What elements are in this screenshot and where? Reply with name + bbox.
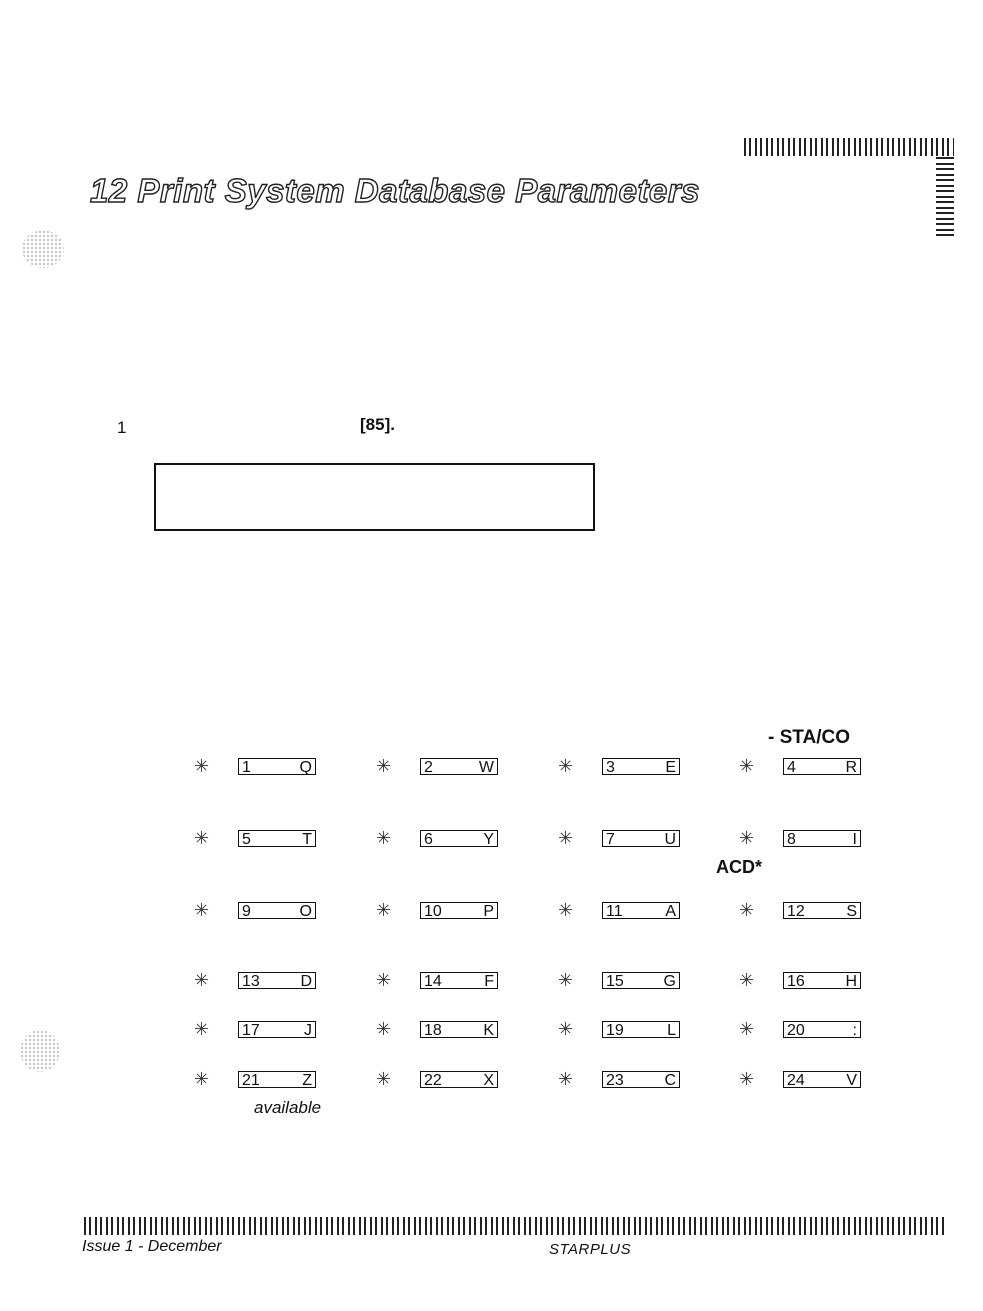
key-16[interactable] <box>783 972 861 989</box>
acd-label: ACD* <box>716 857 763 877</box>
key-number: 14 <box>424 973 442 990</box>
asterisk-icon: ✳ <box>739 900 755 920</box>
key-number: 13 <box>242 973 260 990</box>
step-number: 1 <box>117 418 127 437</box>
key-letter: L <box>667 1022 676 1039</box>
key-8[interactable] <box>783 830 861 847</box>
page-title: 12 Print System Database Parameters <box>90 172 700 209</box>
asterisk-icon: ✳ <box>558 900 574 920</box>
right-border-ornament <box>936 156 954 236</box>
key-17[interactable] <box>238 1021 316 1038</box>
key-10[interactable] <box>420 902 498 919</box>
key-23[interactable] <box>602 1071 680 1088</box>
asterisk-icon: ✳ <box>376 1019 392 1039</box>
key-letter: W <box>478 759 494 776</box>
key-number: 19 <box>606 1022 624 1039</box>
asterisk-icon: ✳ <box>194 970 210 990</box>
key-9[interactable] <box>238 902 316 919</box>
key-18[interactable] <box>420 1021 498 1038</box>
footer-issue: Issue 1 - December <box>82 1238 222 1255</box>
key-letter: Z <box>302 1072 312 1089</box>
asterisk-icon: ✳ <box>194 828 210 848</box>
key-3[interactable] <box>602 758 680 775</box>
key-20[interactable] <box>783 1021 861 1038</box>
key-number: 21 <box>242 1072 260 1089</box>
top-border-ornament <box>744 138 954 156</box>
asterisk-icon: ✳ <box>558 970 574 990</box>
key-letter: S <box>846 903 857 920</box>
step-code: [85]. <box>360 415 395 434</box>
key-number: 17 <box>242 1022 260 1039</box>
key-4[interactable] <box>783 758 861 775</box>
asterisk-icon: ✳ <box>376 756 392 776</box>
key-letter: : <box>852 1022 857 1039</box>
key-11[interactable] <box>602 902 680 919</box>
asterisk-icon: ✳ <box>376 970 392 990</box>
asterisk-icon: ✳ <box>558 828 574 848</box>
asterisk-icon: ✳ <box>194 1019 210 1039</box>
key-number: 10 <box>424 903 442 920</box>
key-letter: V <box>846 1072 857 1089</box>
key-21[interactable] <box>238 1071 316 1088</box>
key-number: 22 <box>424 1072 442 1089</box>
asterisk-icon: ✳ <box>739 1019 755 1039</box>
key-number: 7 <box>606 831 615 848</box>
key-number: 11 <box>606 903 623 920</box>
key-number: 2 <box>424 759 433 776</box>
key-6[interactable] <box>420 830 498 847</box>
key-number: 3 <box>606 759 615 776</box>
key-number: 6 <box>424 831 433 848</box>
asterisk-icon: ✳ <box>376 1069 392 1089</box>
key-number: 15 <box>606 973 624 990</box>
key-letter: G <box>663 973 676 990</box>
asterisk-icon: ✳ <box>739 756 755 776</box>
asterisk-icon: ✳ <box>376 828 392 848</box>
key-12[interactable] <box>783 902 861 919</box>
asterisk-icon: ✳ <box>558 1019 574 1039</box>
key-letter: O <box>299 903 312 920</box>
key-5[interactable] <box>238 830 316 847</box>
key-letter: F <box>484 973 494 990</box>
key-letter: C <box>664 1072 676 1089</box>
key-letter: Q <box>299 759 312 776</box>
scan-artifact <box>20 1030 60 1072</box>
key-letter: H <box>845 973 857 990</box>
key-letter: I <box>852 831 857 848</box>
asterisk-icon: ✳ <box>558 756 574 776</box>
key-letter: U <box>664 831 676 848</box>
key-letter: A <box>665 903 676 920</box>
key-15[interactable] <box>602 972 680 989</box>
key-letter: R <box>845 759 857 776</box>
key-number: 20 <box>787 1022 805 1039</box>
asterisk-icon: ✳ <box>739 828 755 848</box>
footer-product: STARPLUS <box>549 1241 632 1258</box>
key-number: 12 <box>787 903 805 920</box>
asterisk-icon: ✳ <box>739 970 755 990</box>
key-24[interactable] <box>783 1071 861 1088</box>
key-number: 16 <box>787 973 805 990</box>
key-19[interactable] <box>602 1021 680 1038</box>
key-letter: X <box>483 1072 494 1089</box>
key-13[interactable] <box>238 972 316 989</box>
asterisk-icon: ✳ <box>739 1069 755 1089</box>
scan-artifact <box>22 230 64 268</box>
key-letter: T <box>302 831 312 848</box>
key-number: 1 <box>242 759 251 776</box>
available-label: available <box>254 1098 322 1117</box>
key-number: 18 <box>424 1022 442 1039</box>
key-number: 4 <box>787 759 796 776</box>
sta-co-label: - STA/CO <box>768 727 850 748</box>
asterisk-icon: ✳ <box>194 756 210 776</box>
key-2[interactable] <box>420 758 498 775</box>
key-letter: Y <box>483 831 494 848</box>
key-number: 9 <box>242 903 251 920</box>
key-number: 8 <box>787 831 796 848</box>
asterisk-icon: ✳ <box>194 900 210 920</box>
key-number: 23 <box>606 1072 624 1089</box>
bottom-border-ornament <box>84 1217 946 1235</box>
key-letter: P <box>483 903 494 920</box>
key-letter: D <box>300 973 312 990</box>
key-22[interactable] <box>420 1071 498 1088</box>
key-letter: K <box>483 1022 494 1039</box>
key-1[interactable] <box>238 758 316 775</box>
asterisk-icon: ✳ <box>194 1069 210 1089</box>
asterisk-icon: ✳ <box>558 1069 574 1089</box>
key-letter: E <box>665 759 676 776</box>
display-panel <box>154 463 595 531</box>
key-number: 5 <box>242 831 251 848</box>
key-7[interactable] <box>602 830 680 847</box>
key-14[interactable] <box>420 972 498 989</box>
asterisk-icon: ✳ <box>376 900 392 920</box>
key-letter: J <box>304 1022 312 1039</box>
key-number: 24 <box>787 1072 805 1089</box>
